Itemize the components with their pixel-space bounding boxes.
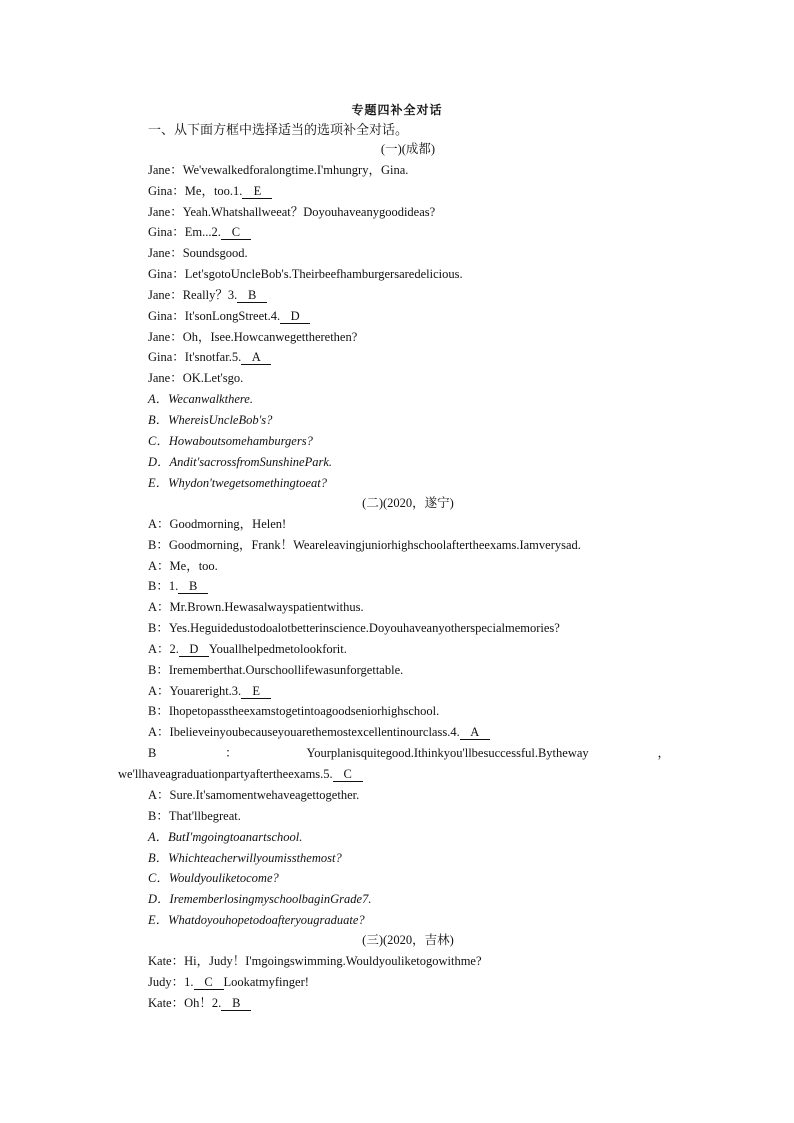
answer-blank: A [241, 350, 271, 365]
dialogue-text: B：Goodmorning，Frank！Weareleavingjuniorhighschoolaftertheexams.Iamverysad. [148, 537, 581, 552]
dialogue-line [148, 618, 668, 639]
answer-blank: B [178, 579, 208, 594]
dialogue-text: Jane：OK.Let'sgo. [148, 371, 244, 386]
option-item: C．Wouldyouliketocome? [148, 871, 279, 886]
dialogue-line [148, 285, 668, 306]
dialogue-text: A：Mr.Brown.Hewasalwayspatientwithus. [148, 600, 364, 615]
answer-blank: C [333, 767, 363, 782]
dialogue-text: A：2. [148, 641, 179, 656]
dialogue-text: Gina：It'sonLongStreet.4. [148, 308, 281, 323]
option-item: A．ButI'mgoingtoanartschool. [148, 829, 303, 844]
section-heading: 一、从下面方框中选择适当的选项补全对话。 [148, 122, 409, 137]
dialogue-text: B：Ihopetopasstheexamstogetintoagoodseniorhighschool. [148, 704, 440, 719]
dialogue-line [148, 597, 668, 618]
option-item: D．Andit'sacrossfromSunshinePark. [148, 454, 333, 469]
dialogue-text: Judy：1. [148, 974, 194, 989]
dialogue-line [148, 202, 668, 223]
dialogue-text: Gina：Me，too.1. [148, 183, 243, 198]
option-item: B．Whichteacherwillyoumissthemost? [148, 850, 342, 865]
answer-blank: B [221, 996, 251, 1011]
dialogue-text: Jane：Oh，Isee.Howcanwegettherethen? [148, 329, 358, 344]
dialogue-text: Kate：Oh！2. [148, 995, 222, 1010]
dialogue-text: we'llhaveagraduationpartyaftertheexams.5. [118, 766, 333, 781]
dialogue-line [148, 660, 668, 681]
answer-blank: A [460, 725, 490, 740]
dialogue-section-2-end [148, 785, 668, 931]
dialogue-line [148, 576, 668, 597]
dialogue-section-1 [148, 139, 668, 493]
speaker-label: B [148, 746, 157, 760]
option-item: A．Wecanwalkthere. [148, 392, 253, 407]
dialogue-line [148, 347, 668, 368]
dialogue-line [148, 368, 668, 389]
answer-blank: E [241, 684, 271, 699]
dialogue-line [148, 514, 668, 535]
dialogue-line [148, 806, 668, 827]
dialogue-line [148, 306, 668, 327]
dialogue-text: A：Ibelieveinyoubecauseyouarethemostexcellentinourclass.4. [148, 725, 460, 740]
dialogue-text: Gina：It'snotfar.5. [148, 350, 242, 365]
dialogue-text: Jane：Yeah.Whatshallweeat？Doyouhaveanygoodideas? [148, 204, 436, 219]
dialogue-line [148, 785, 668, 806]
dialogue-text: Yourplanisquitegood.Ithinkyou'llbesuccessful.Bytheway [306, 746, 589, 760]
answer-blank: C [194, 975, 224, 990]
dialogue-line-spread [118, 743, 670, 785]
dialogue-line [148, 181, 668, 202]
dialogue-line [148, 722, 668, 743]
dialogue-text: B：Yes.Heguidedustodoalotbetterinscience.Doyouhaveanyotherspecialmemories? [148, 621, 560, 636]
option-item: E．Whydon'twegetsomethingtoeat? [148, 475, 328, 490]
dialogue-section-3 [148, 930, 668, 1013]
answer-blank: E [242, 184, 272, 199]
option-item: B．WhereisUncleBob's? [148, 412, 273, 427]
dialogue-line [148, 222, 668, 243]
section-subtitle: (一)(成都) [380, 142, 436, 156]
dialogue-text: B：Irememberthat.Ourschoollifewasunforgettable. [148, 662, 404, 677]
dialogue-line [148, 264, 668, 285]
dialogue-line [148, 639, 668, 660]
dialogue-text: A：Me，too. [148, 558, 218, 573]
page-title: 专题四补全对话 [351, 103, 443, 117]
answer-blank: D [280, 309, 310, 324]
dialogue-text: B：1. [148, 579, 179, 594]
option-item: E．Whatdoyouhopetodoafteryougraduate? [148, 913, 365, 928]
dialogue-text: A：Goodmorning，Helen! [148, 516, 287, 531]
dialogue-line [148, 681, 668, 702]
option-item: C．Howaboutsomehamburgers? [148, 433, 313, 448]
dialogue-text: Lookatmyfinger! [223, 974, 309, 989]
dialogue-text: Kate：Hi，Judy！I'mgoingswimming.Wouldyouliketogowithme? [148, 953, 482, 968]
dialogue-text: A：Sure.It'samomentwehaveagettogether. [148, 788, 360, 802]
dialogue-text: Jane：Really？3. [148, 287, 238, 302]
dialogue-line [148, 535, 668, 556]
speaker-colon: ： [225, 746, 238, 760]
section-subtitle: (三)(2020，吉林) [362, 933, 454, 947]
dialogue-text: Jane：We'vewalkedforalongtime.I'mhungry，Gina. [148, 162, 409, 177]
dialogue-section-2 [148, 493, 668, 743]
dialogue-line [148, 556, 668, 577]
dialogue-line [148, 972, 668, 993]
dialogue-line [148, 243, 668, 264]
dialogue-text: B：That'llbegreat. [148, 808, 241, 823]
dialogue-line [148, 701, 668, 722]
dialogue-line [148, 993, 668, 1014]
answer-blank: D [179, 642, 209, 657]
answer-blank: B [237, 288, 267, 303]
dialogue-text: Gina：Em...2. [148, 225, 221, 240]
trailing-comma: ， [657, 746, 670, 760]
dialogue-line [148, 951, 668, 972]
answer-blank: C [221, 225, 251, 240]
dialogue-line [148, 160, 668, 181]
dialogue-text: A：Youareright.3. [148, 683, 242, 698]
dialogue-line [148, 327, 668, 348]
dialogue-text: Youallhelpedmetolookforit. [208, 641, 347, 656]
dialogue-text: Jane：Soundsgood. [148, 246, 248, 261]
section-subtitle: (二)(2020，遂宁) [362, 496, 454, 510]
option-item: D．IrememberlosingmyschoolbaginGrade7. [148, 892, 372, 907]
dialogue-text: Gina：Let'sgotoUncleBob's.Theirbeefhamburgersaredelicious. [148, 267, 463, 282]
